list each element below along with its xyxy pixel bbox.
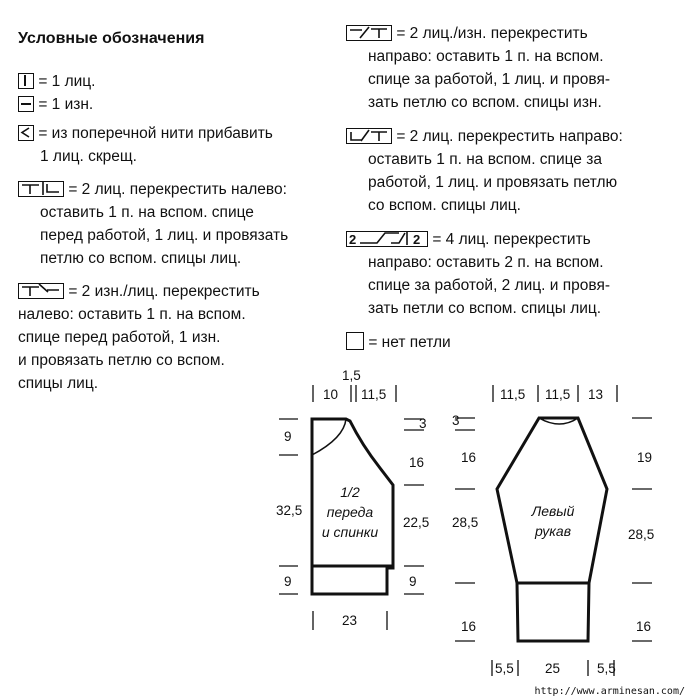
legend-text: оставить 1 п. на вспом. спице за — [368, 151, 602, 168]
legend-text: = 2 изн./лиц. перекрестить — [68, 283, 260, 300]
sleeve-dim-top-mid: 11,5 — [545, 387, 571, 402]
legend-text: спице перед работой, 1 изн. — [18, 329, 221, 346]
sleeve-label-line: рукав — [534, 523, 572, 539]
sleeve-dim-right-bottom: 16 — [636, 619, 652, 634]
body-dim-top-left: 10 — [323, 387, 339, 402]
legend-text: = нет петли — [368, 334, 451, 351]
legend-text: перед работой, 1 лиц. и провязать — [40, 227, 289, 244]
sleeve-dim-bottom-left: 5,5 — [495, 661, 514, 676]
sleeve-dim-left-bottom: 16 — [461, 619, 477, 634]
body-dim-left-bottom: 9 — [284, 574, 292, 589]
legend-text: и провязать петлю со вспом. — [18, 352, 225, 369]
legend-text: = из поперечной нити прибавить — [38, 125, 273, 142]
legend-text: работой, 1 лиц. и провязать петлю — [368, 174, 618, 191]
legend-text: = 2 лиц. перекрестить направо: — [396, 128, 623, 145]
sleeve-dim-bottom-right: 5,5 — [597, 661, 616, 676]
body-dim-left-top: 9 — [284, 429, 292, 444]
body-dim-top-small: 1,5 — [342, 368, 361, 383]
legend-text: зать петлю со вспом. спицы изн. — [368, 94, 602, 111]
body-label-line: переда — [326, 504, 374, 520]
legend-text: налево: оставить 1 п. на вспом. — [18, 306, 246, 323]
sleeve-dim-bottom-mid: 25 — [545, 661, 561, 676]
legend-text: оставить 1 п. на вспом. спице — [40, 204, 254, 221]
sleeve-dim-right-mid: 28,5 — [628, 527, 655, 542]
legend-text: = 1 лиц. — [38, 73, 96, 90]
legend-text: = 2 лиц. перекрестить налево: — [68, 181, 287, 198]
sleeve-dim-top-left: 11,5 — [500, 387, 526, 402]
legend-text: = 2 лиц./изн. перекрестить — [396, 25, 588, 42]
body-dim-bottom: 23 — [342, 613, 358, 628]
svg-text:2: 2 — [349, 232, 357, 245]
legend-text: петлю со вспом. спицы лиц. — [40, 250, 242, 267]
legend-text: спице за работой, 1 лиц. и провя- — [368, 71, 611, 88]
body-label-line: и спинки — [321, 524, 379, 540]
body-dim-top-right: 11,5 — [361, 387, 387, 402]
watermark: http://www.arminesan.com/ — [534, 686, 685, 697]
body-dim-left-mid: 32,5 — [276, 503, 303, 518]
sleeve-dim-left-top: 3 — [452, 413, 460, 428]
sleeve-dim-left-mid: 28,5 — [452, 515, 479, 530]
legend-text: = 1 изн. — [38, 96, 94, 113]
body-dim-right-bottom: 9 — [409, 574, 417, 589]
body-dim-right-top: 3 — [419, 416, 427, 431]
sleeve-dim-left-upper: 16 — [461, 450, 477, 465]
legend-text: зать петли со вспом. спицы лиц. — [368, 300, 602, 317]
sleeve-dim-right-upper: 19 — [637, 450, 653, 465]
sleeve-label-line: Левый — [531, 503, 575, 519]
legend-text: направо: оставить 2 п. на вспом. — [368, 254, 604, 271]
legend-text: 1 лиц. скрещ. — [40, 148, 137, 165]
legend-text: = 4 лиц. перекрестить — [432, 231, 591, 248]
legend-text: спицы лиц. — [18, 375, 99, 392]
legend-text: направо: оставить 1 п. на вспом. — [368, 48, 604, 65]
body-dim-right-upper: 16 — [409, 455, 425, 470]
legend-text: спице за работой, 2 лиц. и провя- — [368, 277, 611, 294]
legend-title: Условные обозначения — [18, 30, 205, 47]
sleeve-dim-top-right: 13 — [588, 387, 604, 402]
body-dim-right-mid: 22,5 — [403, 515, 430, 530]
svg-text:2: 2 — [413, 232, 421, 245]
legend-text: со вспом. спицы лиц. — [368, 197, 521, 214]
body-label-line: 1/2 — [340, 484, 360, 500]
